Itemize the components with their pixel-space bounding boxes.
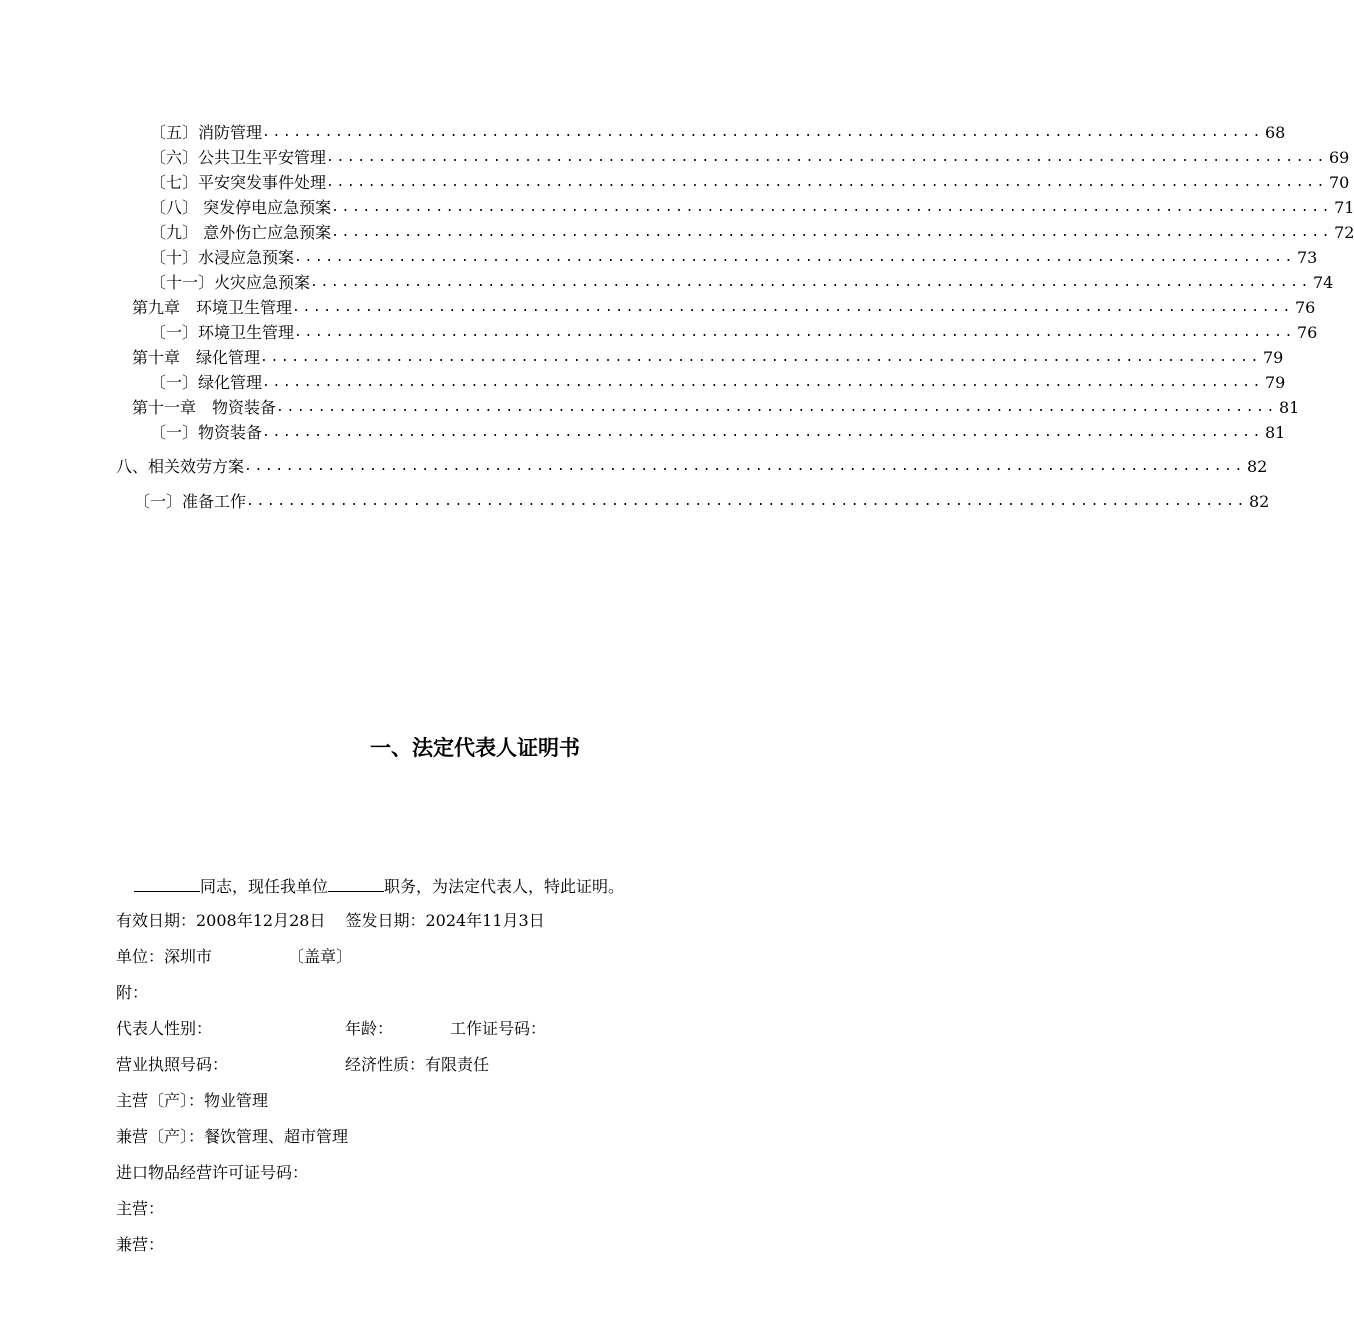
side-product: 兼营〔产〕：餐饮管理、超市管理 (116, 1127, 349, 1146)
toc-entry-title: 〔一〕环境卫生管理 (150, 323, 295, 342)
section-title: 一、法定代表人证明书 (370, 736, 580, 760)
toc-entry[interactable] (132, 397, 1300, 419)
toc-entry-page: 74 (1312, 273, 1334, 292)
toc-entry-page: 82 (1248, 492, 1270, 511)
toc-entry-title: 〔一〕物资装备 (150, 423, 263, 442)
issue-date: 签发日期：2024年11月3日 (345, 911, 545, 930)
toc-entry-title: 〔五〕消防管理 (150, 123, 263, 142)
position-blank[interactable] (328, 875, 384, 892)
toc-entry-page: 68 (1264, 123, 1286, 142)
toc-entry[interactable] (150, 147, 1350, 169)
toc-entry-title: 〔十〕水浸应急预案 (150, 248, 295, 267)
toc-entry-page: 72 (1334, 223, 1354, 242)
intro-text-2: 职务，为法定代表人，特此证明。 (384, 877, 625, 896)
attach-label: 附： (116, 983, 149, 1002)
toc-entry[interactable] (150, 197, 1354, 219)
toc-entry[interactable] (150, 322, 1318, 344)
toc-entry-page: 79 (1262, 348, 1284, 367)
toc-entry-page: 71 (1334, 198, 1354, 217)
toc-entry[interactable] (132, 297, 1316, 319)
toc-leader-dots: ................................................................................................ (331, 200, 1333, 215)
toc-entry-title: 〔七〕平安突发事件处理 (150, 173, 327, 192)
toc-leader-dots: ................................................................................................ (262, 375, 1263, 390)
toc-leader-dots: ................................................................................................ (246, 494, 1247, 509)
toc-entry-title: 第十章 绿化管理 (132, 348, 261, 367)
toc-leader-dots: ................................................................................................ (262, 125, 1263, 140)
toc-entry[interactable] (150, 372, 1286, 394)
toc-entry-title: 〔八〕 突发停电应急预案 (150, 198, 332, 217)
main-product: 主营〔产〕：物业管理 (116, 1091, 269, 1110)
main-label: 主营： (116, 1199, 165, 1218)
toc-leader-dots: ................................................................................................ (262, 425, 1263, 440)
toc-leader-dots: ................................................................................................ (292, 300, 1293, 315)
toc-entry-title: 〔一〕绿化管理 (150, 373, 263, 392)
toc-leader-dots: ................................................................................................ (276, 400, 1277, 415)
seal-label: 〔盖章〕 (288, 947, 353, 966)
toc-entry-page: 81 (1278, 398, 1300, 417)
toc-entry[interactable] (150, 122, 1286, 144)
toc-entry-page: 81 (1264, 423, 1286, 442)
toc-leader-dots: ................................................................................................ (260, 350, 1261, 365)
toc-entry[interactable] (132, 347, 1284, 369)
toc-entry[interactable] (150, 222, 1354, 244)
toc-entry-page: 82 (1246, 457, 1268, 476)
name-blank[interactable] (134, 875, 200, 892)
toc-entry[interactable] (150, 422, 1286, 444)
id-label: 工作证号码： (450, 1019, 547, 1038)
nature-label: 经济性质：有限责任 (345, 1055, 490, 1074)
validity-date: 有效日期：2008年12月28日 (116, 911, 326, 930)
import-license: 进口物品经营许可证号码： (116, 1163, 309, 1182)
representative-line (116, 1018, 212, 1040)
toc-entry-page: 79 (1264, 373, 1286, 392)
certificate-intro (134, 875, 624, 898)
age-label: 年龄： (345, 1019, 394, 1038)
toc-entry-page: 76 (1296, 323, 1318, 342)
license-label: 营业执照号码： (116, 1055, 229, 1074)
toc-entry[interactable] (134, 491, 1270, 513)
toc-leader-dots: ................................................................................................ (294, 325, 1295, 340)
toc-entry-page: 70 (1328, 173, 1350, 192)
intro-text-1: 同志，现任我单位 (200, 877, 329, 896)
toc-entry[interactable] (150, 172, 1350, 194)
toc-entry[interactable] (116, 456, 1268, 478)
toc-entry-title: 〔六〕公共卫生平安管理 (150, 148, 327, 167)
toc-entry-title: 第十一章 物资装备 (132, 398, 277, 417)
side-label: 兼营： (116, 1235, 165, 1254)
toc-leader-dots: ................................................................................................ (294, 250, 1295, 265)
toc-entry-title: 八、相关效劳方案 (116, 457, 245, 476)
toc-entry-page: 73 (1296, 248, 1318, 267)
toc-leader-dots: ................................................................................................ (326, 175, 1327, 190)
toc-entry[interactable] (150, 272, 1334, 294)
toc-leader-dots: ................................................................................................ (331, 225, 1333, 240)
dates-line (116, 910, 545, 932)
toc-leader-dots: ................................................................................................ (310, 275, 1311, 290)
toc-entry-title: 〔十一〕火灾应急预案 (150, 273, 311, 292)
unit-line (116, 946, 352, 968)
toc-entry-title: 第九章 环境卫生管理 (132, 298, 293, 317)
toc-leader-dots: ................................................................................................ (244, 459, 1245, 474)
toc-entry[interactable] (150, 247, 1318, 269)
toc-entry-title: 〔一〕准备工作 (134, 492, 247, 511)
toc-entry-title: 〔九〕 意外伤亡应急预案 (150, 223, 332, 242)
toc-entry-page: 76 (1294, 298, 1316, 317)
unit-label: 单位：深圳市 (116, 947, 213, 966)
toc-leader-dots: ................................................................................................ (326, 150, 1327, 165)
gender-label: 代表人性别： (116, 1019, 213, 1038)
toc-entry-page: 69 (1328, 148, 1350, 167)
